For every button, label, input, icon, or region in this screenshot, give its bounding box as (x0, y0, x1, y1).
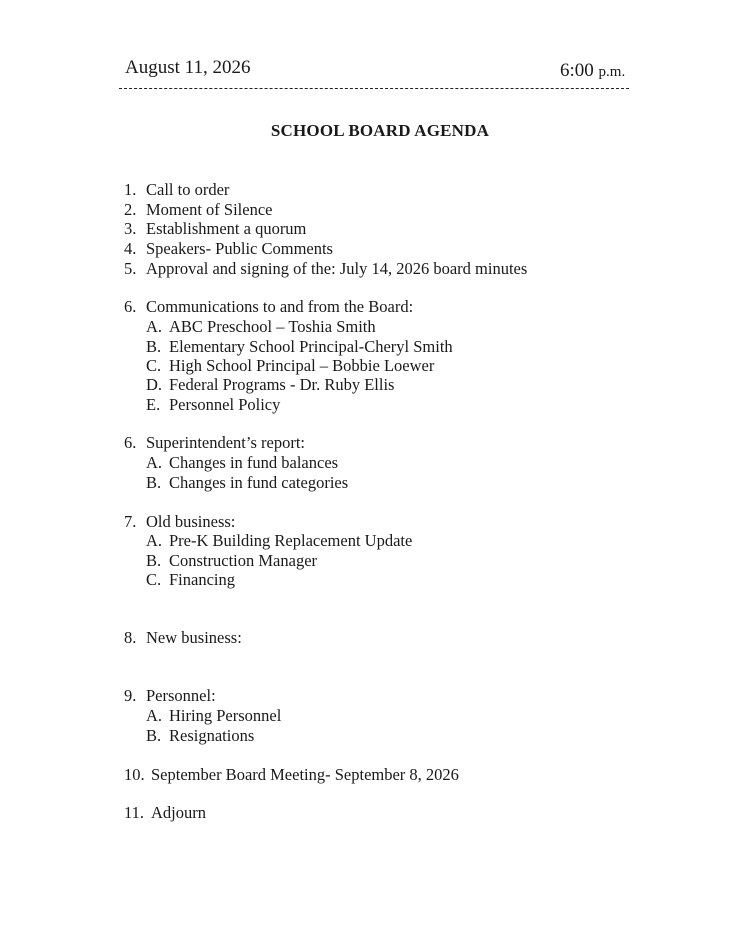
item-8-number: 8. (124, 628, 137, 647)
meeting-date: August 11, 2026 (125, 57, 251, 78)
subitem-text: Personnel Policy (169, 395, 281, 414)
subitem-text: Construction Manager (169, 551, 318, 570)
item-7-number: 7. (124, 512, 137, 531)
subitem-text: Pre-K Building Replacement Update (169, 531, 413, 550)
subitem-text: Financing (169, 570, 235, 589)
subitem-letter: C. (146, 570, 162, 589)
subitem-text: Elementary School Principal-Cheryl Smith (169, 337, 453, 356)
item-8-text: New business: (146, 628, 242, 647)
subitem-text: Federal Programs - Dr. Ruby Ellis (169, 375, 395, 394)
page-title: SCHOOL BOARD AGENDA (270, 121, 490, 140)
item-3-text: Establishment a quorum (146, 219, 307, 238)
subitem-text: ABC Preschool – Toshia Smith (169, 317, 376, 336)
item-6-text: Communications to and from the Board: (146, 297, 414, 316)
subitem-text: High School Principal – Bobbie Loewer (169, 356, 435, 375)
subitem-letter: B. (146, 726, 162, 745)
item-9-number: 9. (124, 686, 137, 705)
item-3-number: 3. (124, 219, 137, 238)
item-11-number: 11. (124, 803, 145, 822)
subitem-letter: A. (146, 706, 163, 725)
subitem-letter: B. (146, 473, 162, 492)
item-6b-text: Superintendent’s report: (146, 433, 306, 452)
item-6b-number: 6. (124, 433, 137, 452)
item-4-number: 4. (124, 239, 137, 258)
item-5-number: 5. (124, 259, 137, 278)
item-5-text: Approval and signing of the: July 14, 2026 board minutes (146, 259, 528, 278)
subitem-text: Resignations (169, 726, 255, 745)
subitem-letter: C. (146, 356, 162, 375)
header-divider (119, 88, 629, 89)
item-1-text: Call to order (146, 180, 230, 199)
subitem-letter: A. (146, 531, 163, 550)
subitem-text: Changes in fund categories (169, 473, 349, 492)
subitem-letter: E. (146, 395, 161, 414)
subitem-letter: B. (146, 551, 162, 570)
subitem-letter: D. (146, 375, 163, 394)
subitem-letter: A. (146, 317, 163, 336)
subitem-text: Hiring Personnel (169, 706, 282, 725)
item-2-text: Moment of Silence (146, 200, 273, 219)
item-11-text: Adjourn (151, 803, 206, 822)
meeting-time-suffix: p.m. (598, 64, 626, 80)
subitem-text: Changes in fund balances (169, 453, 339, 472)
subitem-letter: B. (146, 337, 162, 356)
meeting-time-value: 6:00 (560, 60, 594, 81)
item-9-text: Personnel: (146, 686, 216, 705)
item-7-text: Old business: (146, 512, 236, 531)
item-2-number: 2. (124, 200, 137, 219)
item-6-number: 6. (124, 297, 137, 316)
item-10-text: September Board Meeting- September 8, 2026 (151, 765, 459, 784)
item-1-number: 1. (124, 180, 137, 199)
item-10-number: 10. (124, 765, 145, 784)
subitem-letter: A. (146, 453, 163, 472)
meeting-time (560, 61, 625, 80)
item-4-text: Speakers- Public Comments (146, 239, 333, 258)
